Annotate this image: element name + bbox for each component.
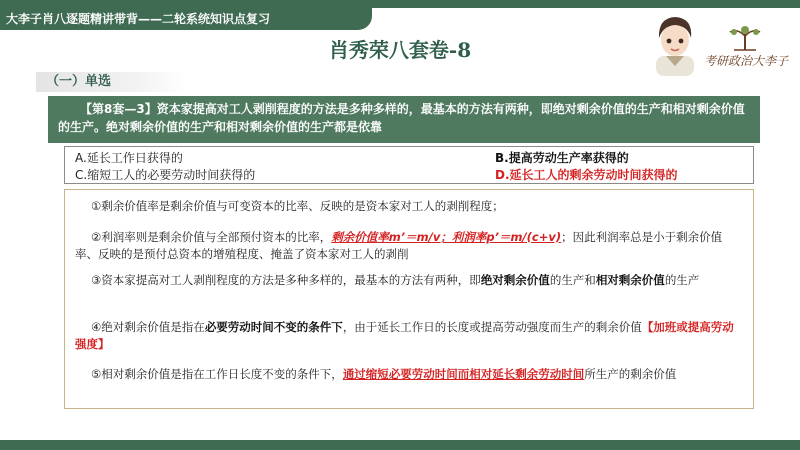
- tree-logo-icon: [704, 22, 786, 52]
- formula-highlight: 剩余价值率m’＝m/v；利润率p’＝m/(c+v): [331, 230, 562, 244]
- red-note: 【加班或提高劳动强度】: [75, 320, 734, 351]
- text-segment: 的生产: [664, 273, 700, 287]
- text-segment: 所生产的剩余价值: [584, 367, 677, 381]
- cartoon-avatar-icon: [648, 12, 702, 76]
- option-c[interactable]: C.缩短工人的必要劳动时间获得的: [75, 168, 256, 182]
- bold-term: 必要劳动时间不变的条件下: [204, 320, 343, 334]
- bold-term: 相对剩余价值: [595, 273, 665, 287]
- options-box: [64, 146, 754, 184]
- option-b[interactable]: B.提高劳动生产率获得的: [495, 151, 629, 165]
- text-segment: ②利润率则是剩余价值与全部预付资本的比率，: [91, 230, 332, 244]
- section-label: （一）单选: [36, 72, 186, 92]
- explanation-point-3: [75, 272, 743, 289]
- text-segment: ③资本家提高对工人剥削程度的方法是多种多样的，最基本的方法有两种，即: [91, 273, 481, 287]
- option-d-correct[interactable]: D.延长工人的剩余劳动时间获得的: [495, 168, 678, 182]
- page-title: 肖秀荣八套卷-8: [328, 38, 472, 62]
- bottom-accent-bar: [0, 440, 800, 450]
- text-segment: 的生产和: [549, 273, 596, 287]
- brand-name: 考研政治大李子: [704, 54, 789, 68]
- text-segment: ；因此利润率总是小于剩余价值率、反映的是预付总资本的增殖程度、掩盖了资本家对工人的剥削: [75, 230, 723, 261]
- question-stem: 【第8套—3】资本家提高对工人剥削程度的方法是多种多样的，最基本的方法有两种，即绝对剩余价值的生产和相对剩余价值的生产。绝对剩余价值的生产和相对剩余价值的生产都是依靠: [48, 96, 760, 143]
- explanation-point-1: ①剩余价值率是剩余价值与可变资本的比率、反映的是资本家对工人的剥削程度；: [91, 199, 504, 213]
- brand-logo: [704, 22, 789, 74]
- text-segment: ，由于延长工作日的长度或提高劳动强度而生产的剩余价值: [342, 320, 642, 334]
- red-underline-term: 通过缩短必要劳动时间而相对延长剩余劳动时间: [342, 367, 585, 381]
- text-segment: ⑤相对剩余价值是指在工作日长度不变的条件下，: [91, 367, 343, 381]
- option-a[interactable]: A.延长工作日获得的: [75, 151, 183, 165]
- bold-term: 绝对剩余价值: [480, 273, 550, 287]
- explanation-point-5: [75, 366, 743, 383]
- explanation-point-2: [75, 229, 743, 263]
- course-tag: 大李子肖八逐题精讲带背——二轮系统知识点复习: [0, 8, 372, 30]
- text-segment: ④绝对剩余价值是指在: [91, 320, 205, 334]
- top-accent-bar: [0, 0, 800, 8]
- explanation-point-4: [75, 319, 743, 353]
- explanation-box: [64, 189, 754, 409]
